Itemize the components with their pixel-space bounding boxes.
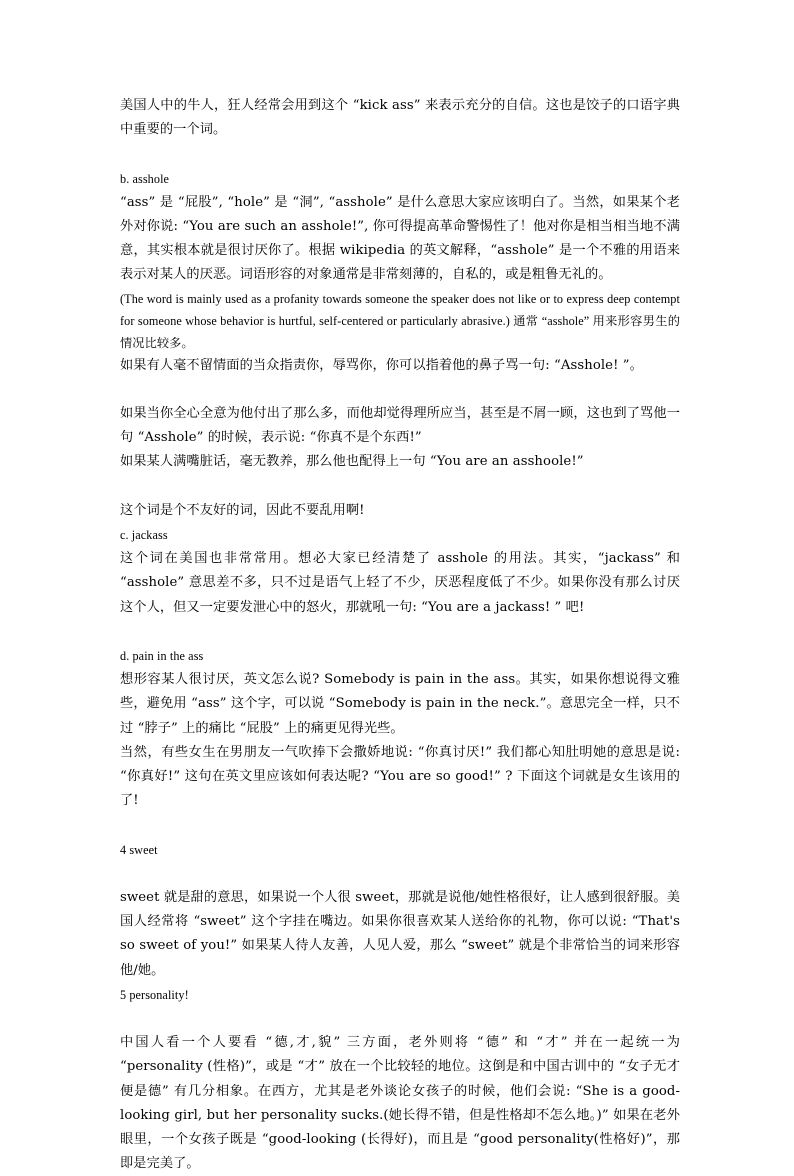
- blank-line: [120, 862, 680, 886]
- heading-asshole: b. asshole: [120, 171, 170, 186]
- paragraph-kick-ass: 美国人中的牛人，狂人经常会用到这个 “kick ass” 来表示充分的自信。这也是饺子的口语字典中重要的一个词。: [120, 98, 680, 138]
- blank-line: [120, 142, 680, 166]
- paragraph-pain-in-the-ass: 想形容某人很讨厌，英文怎么说? Somebody is pain in the ass。其实，如果你想说得文雅些，避免用 “ass” 这个字，可以说 “Somebody is pain in the neck.”。意思完全一样，只不过 “脖子” 上的痛比 “屁股” 上的痛更见得光些。: [120, 672, 680, 736]
- heading-personality: 5 personality!: [120, 987, 189, 1002]
- paragraph-wikipedia-quote: (The word is mainly used as a profanity towards someone the speaker does not like or to express deep contempt for someone whose behavior is hurtful, self-centered or particularly abrasive.) 通常 “asshole” 用来形容男生的情况比较多。: [120, 291, 680, 350]
- paragraph-girls-usage: 当然，有些女生在男朋友一气吹捧下会撒娇地说: “你真讨厌!” 我们都心知肚明她的意思是说: “你真好!” 这句在英文里应该如何表达呢? “You are so good!” ? 下面这个词就是女生该用的了!: [120, 744, 680, 809]
- paragraph-personality: 中国人看一个人要看 “德,才,貌” 三方面，老外则将 “德” 和 “才” 并在一起统一为 “personality (性格)”，或是 “才” 放在一个比较轻的地位。这倒是和中国古训中的 “女子无才便是德” 有几分相象。在西方，尤其是老外谈论女孩子的时候，他们会说: “She is a good-looking girl, but her personality sucks.(她长得不错，但是性格却不怎么地。)” 如果在老外眼里，一个女孩子既是 “good-looking (长得好)，而且是 “good personality(性格好)”，那即是完美了。: [120, 1035, 680, 1172]
- document-body: [120, 94, 680, 1176]
- paragraph-asshole-usage-2: 如果当你全心全意为他付出了那么多，而他却觉得理所应当，甚至是不屑一顾，这也到了骂他一句 “Asshole” 的时候，表示说: “你真不是个东西!”: [120, 406, 680, 446]
- paragraph-asshole-meaning: “ass” 是 “屁股”, “hole” 是 “洞”, “asshole” 是什么意思大家应该明白了。当然，如果某个老外对你说: “You are such an asshole!”, 你可得提高革命警惕性了！他对你是相当相当地不满意，其实根本就是很讨厌你了。根据 wikipedia 的英文解释，“asshole” 是一个不雅的用语来表示对某人的厌恶。词语形容的对象通常是非常刻薄的，自私的，或是粗鲁无礼的。: [120, 194, 680, 283]
- blank-line: [120, 813, 680, 837]
- paragraph-sweet: sweet 就是甜的意思，如果说一个人很 sweet，那就是说他/她性格很好，让人感到很舒服。美国人经常将 “sweet” 这个字挂在嘴边。如果你很喜欢某人送给你的礼物，你可以说: “That's so sweet of you!” 如果某人待人友善，人见人爱，那么 “sweet” 就是个非常恰当的词来形容他/她。: [120, 890, 680, 978]
- heading-sweet: 4 sweet: [120, 842, 158, 857]
- blank-line: [120, 378, 680, 402]
- paragraph-asshole-usage-3: 如果某人满嘴脏话，毫无教养，那么他也配得上一句 “You are an asshoole!”: [120, 454, 584, 470]
- paragraph-jackass: 这个词在美国也非常常用。想必大家已经清楚了 asshole 的用法。其实，“jackass” 和 “asshole” 意思差不多，只不过是语气上轻了不少，厌恶程度低了不少。如果你没有那么讨厌这个人，但又一定要发泄心中的怒火，那就吼一句: “You are a jackass! ” 吧!: [120, 551, 680, 615]
- paragraph-asshole-usage-1: 如果有人毫不留情面的当众指责你，辱骂你，你可以指着他的鼻子骂一句: “Asshole! ”。: [120, 357, 643, 373]
- heading-pain-in-the-ass: d. pain in the ass: [120, 649, 204, 663]
- paragraph-warning: 这个词是个不友好的词，因此不要乱用啊!: [120, 502, 365, 518]
- blank-line: [120, 475, 680, 499]
- blank-line: [120, 620, 680, 644]
- blank-line: [120, 1007, 680, 1031]
- heading-jackass: c. jackass: [120, 528, 168, 542]
